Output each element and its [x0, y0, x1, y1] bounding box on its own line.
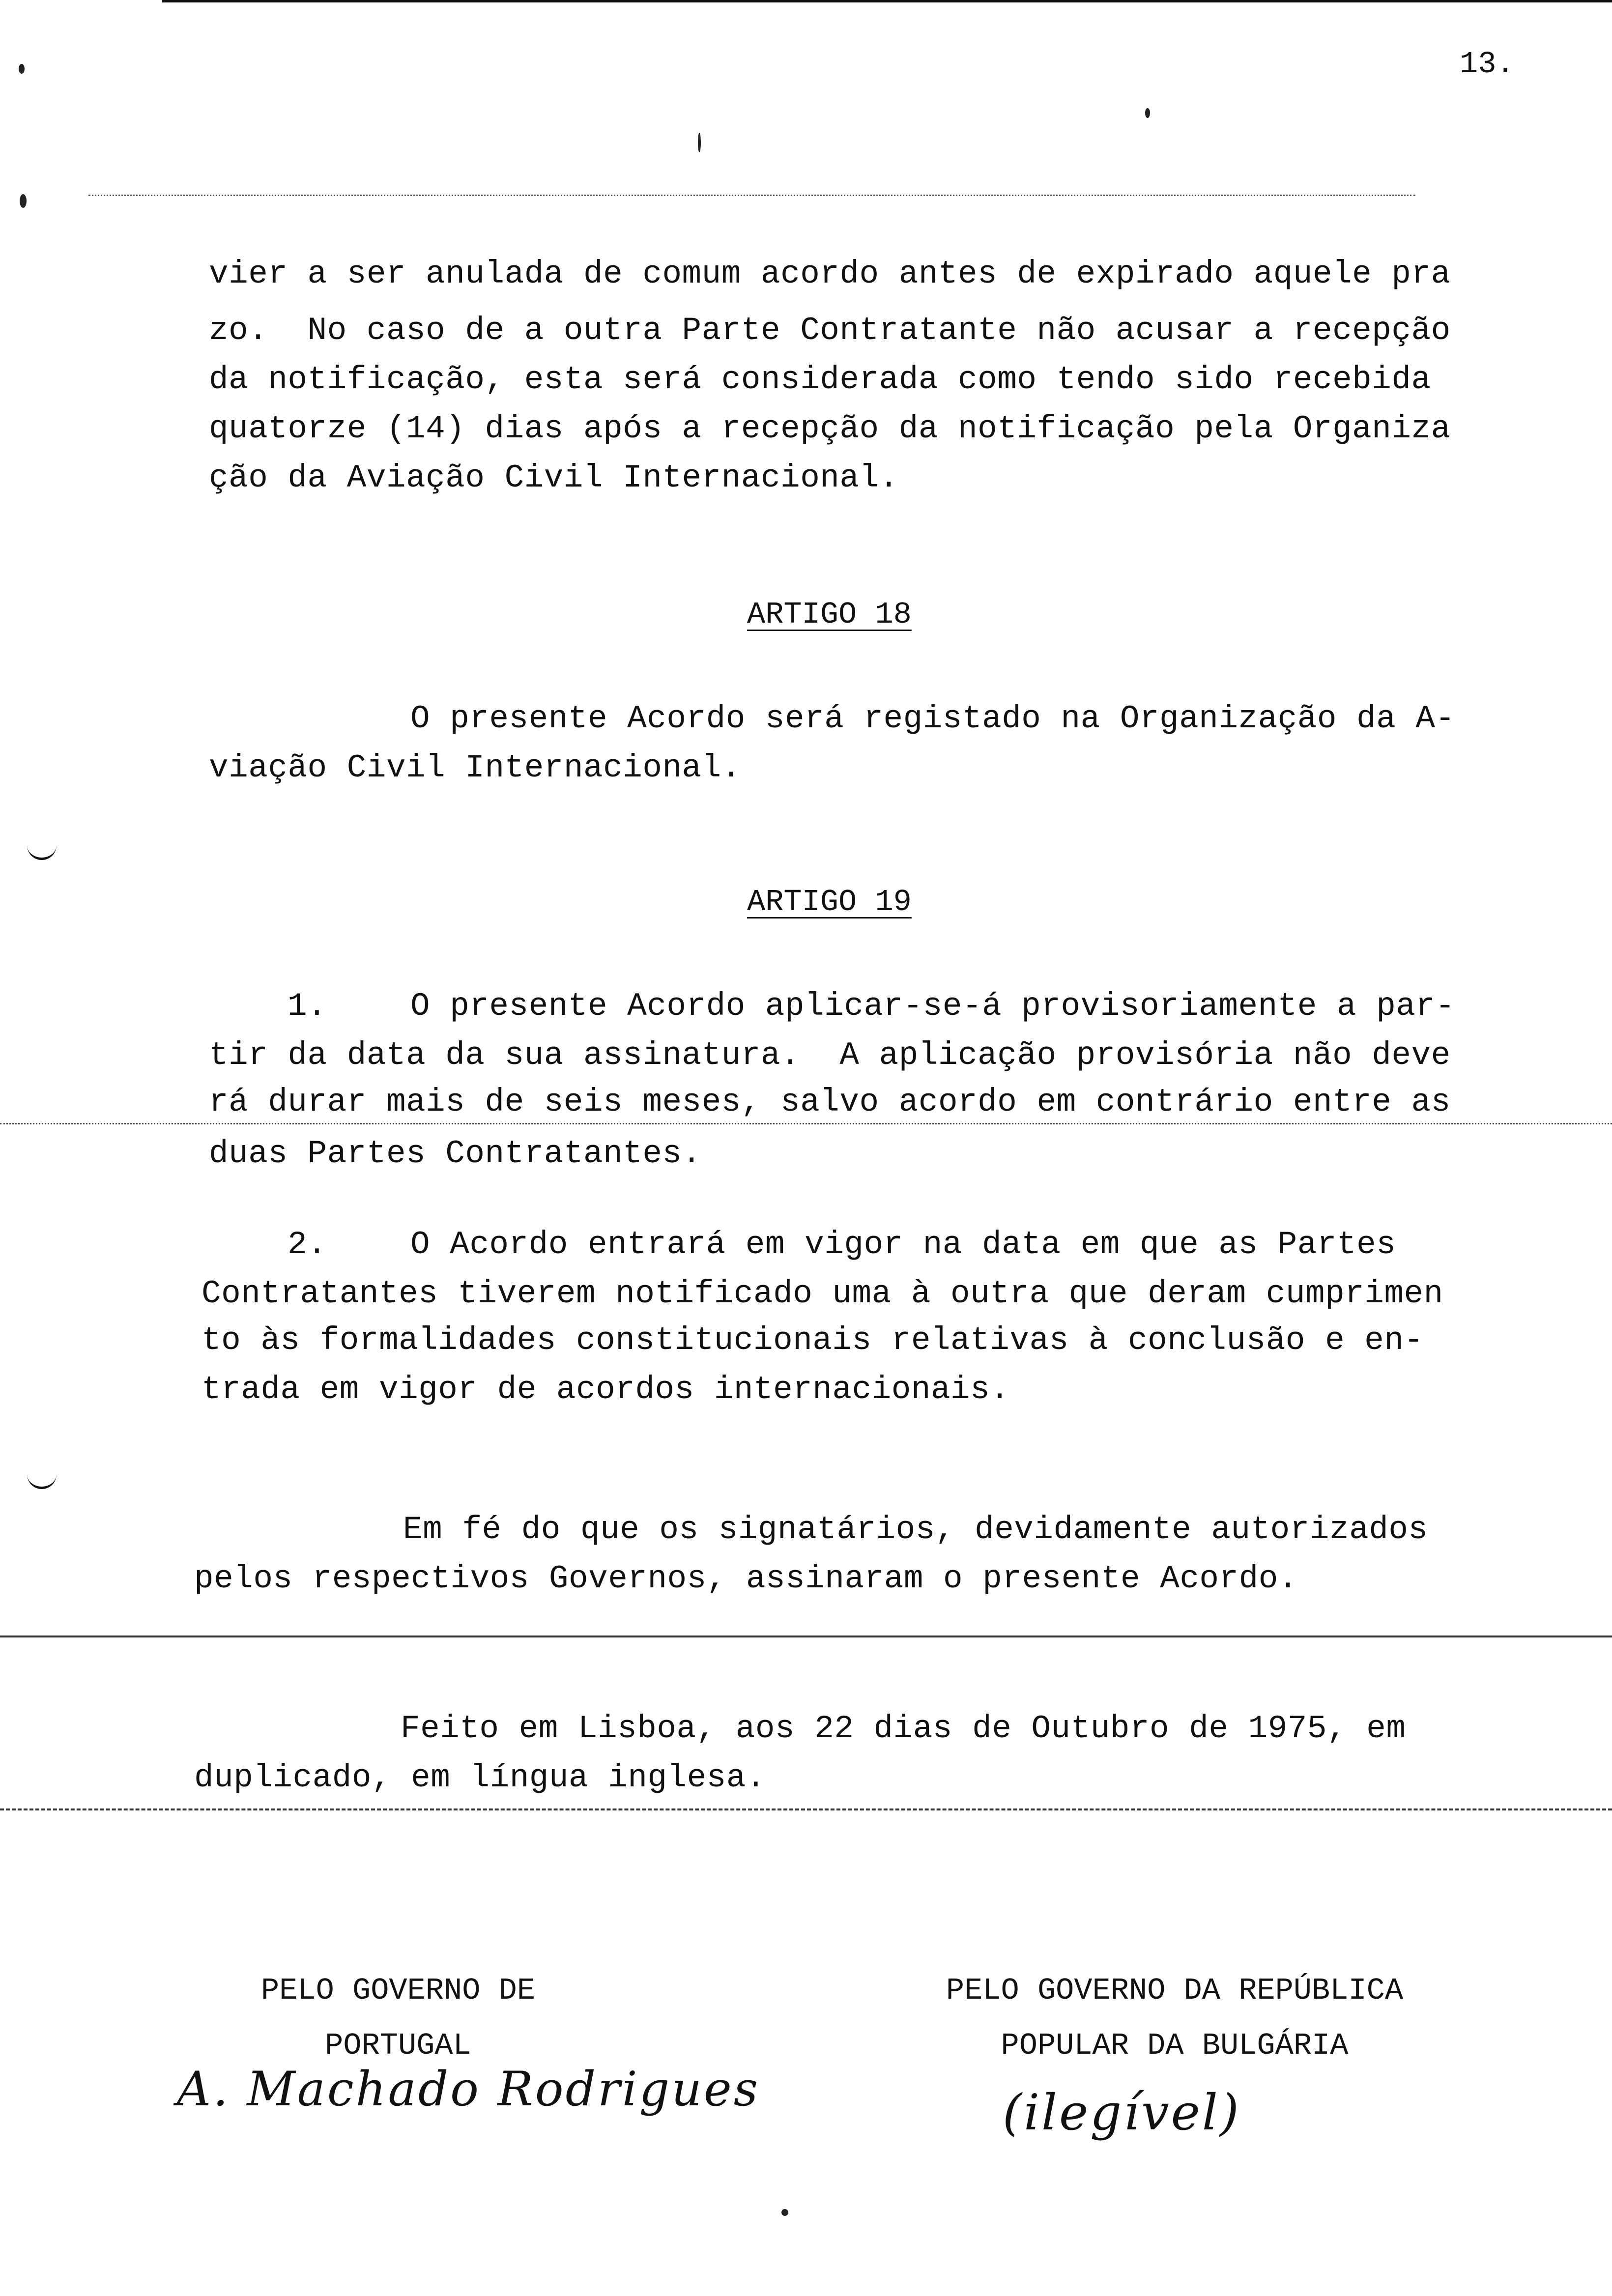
text-line: viação Civil Internacional.	[209, 749, 741, 786]
scan-artifact	[1145, 108, 1150, 118]
signatory-title: PELO GOVERNO DE	[260, 1973, 536, 2008]
text-line: trada em vigor de acordos internacionais.	[202, 1371, 1010, 1408]
text-line: Contratantes tiverem notificado uma à outra que deram cumprimen	[202, 1275, 1443, 1312]
paragraph-number: 2.	[288, 1226, 327, 1263]
scan-artifact	[19, 64, 25, 74]
text-line: duas Partes Contratantes.	[209, 1135, 702, 1172]
text-line: to às formalidades constitucionais relativas à conclusão e en-	[202, 1322, 1424, 1359]
top-rule	[162, 0, 1612, 2]
scan-mark-curve	[27, 838, 57, 860]
text-line: ção da Aviação Civil Internacional.	[209, 459, 899, 496]
text-line: tir da data da sua assinatura. A aplicação provisória não deve	[209, 1037, 1451, 1074]
text-line: rá durar mais de seis meses, salvo acordo em contrário entre as	[209, 1084, 1451, 1120]
scan-line-dotted	[0, 1123, 1612, 1124]
scan-artifact	[781, 2209, 788, 2216]
text-line: Em fé do que os signatários, devidamente autorizados	[403, 1511, 1428, 1548]
scan-line-dotted	[88, 195, 1415, 196]
text-line: O Acordo entrará em vigor na data em que as Partes	[410, 1226, 1396, 1263]
text-line: O presente Acordo aplicar-se-á provisoriamente a par-	[410, 988, 1455, 1025]
signatory-title: POPULAR DA BULGÁRIA	[1001, 2028, 1349, 2063]
text-line: Feito em Lisboa, aos 22 dias de Outubro de 1975, em	[401, 1710, 1406, 1747]
signature-bulgaria: (ilegível)	[1003, 2084, 1241, 2141]
text-line: vier a ser anulada de comum acordo antes de expirado aquele pra	[209, 256, 1451, 292]
scan-mark-curve	[27, 1467, 57, 1489]
text-line: pelos respectivos Governos, assinaram o presente Acordo.	[194, 1560, 1298, 1597]
scan-line-dashed	[0, 1808, 1612, 1810]
scan-line-dashed	[0, 1636, 1612, 1637]
signatory-title: PELO GOVERNO DA REPÚBLICA	[946, 1973, 1404, 2008]
text-line: da notificação, esta será considerada como tendo sido recebida	[209, 361, 1431, 398]
paragraph-number: 1.	[288, 988, 327, 1025]
page-number: 13.	[1460, 47, 1515, 82]
signatory-title: PORTUGAL	[325, 2028, 471, 2063]
text-line: O presente Acordo será registado na Organização da A-	[410, 700, 1455, 737]
text-line: duplicado, em língua inglesa.	[194, 1759, 766, 1796]
scan-artifact	[698, 133, 701, 152]
signature-portugal: A. Machado Rodrigues	[177, 2062, 760, 2117]
text-line: quatorze (14) dias após a recepção da notificação pela Organiza	[209, 410, 1451, 447]
scan-artifact	[20, 194, 27, 208]
text-line: zo. No caso de a outra Parte Contratante não acusar a recepção	[209, 312, 1451, 349]
article-18-heading: ARTIGO 18	[747, 597, 912, 632]
article-19-heading: ARTIGO 19	[747, 885, 912, 919]
